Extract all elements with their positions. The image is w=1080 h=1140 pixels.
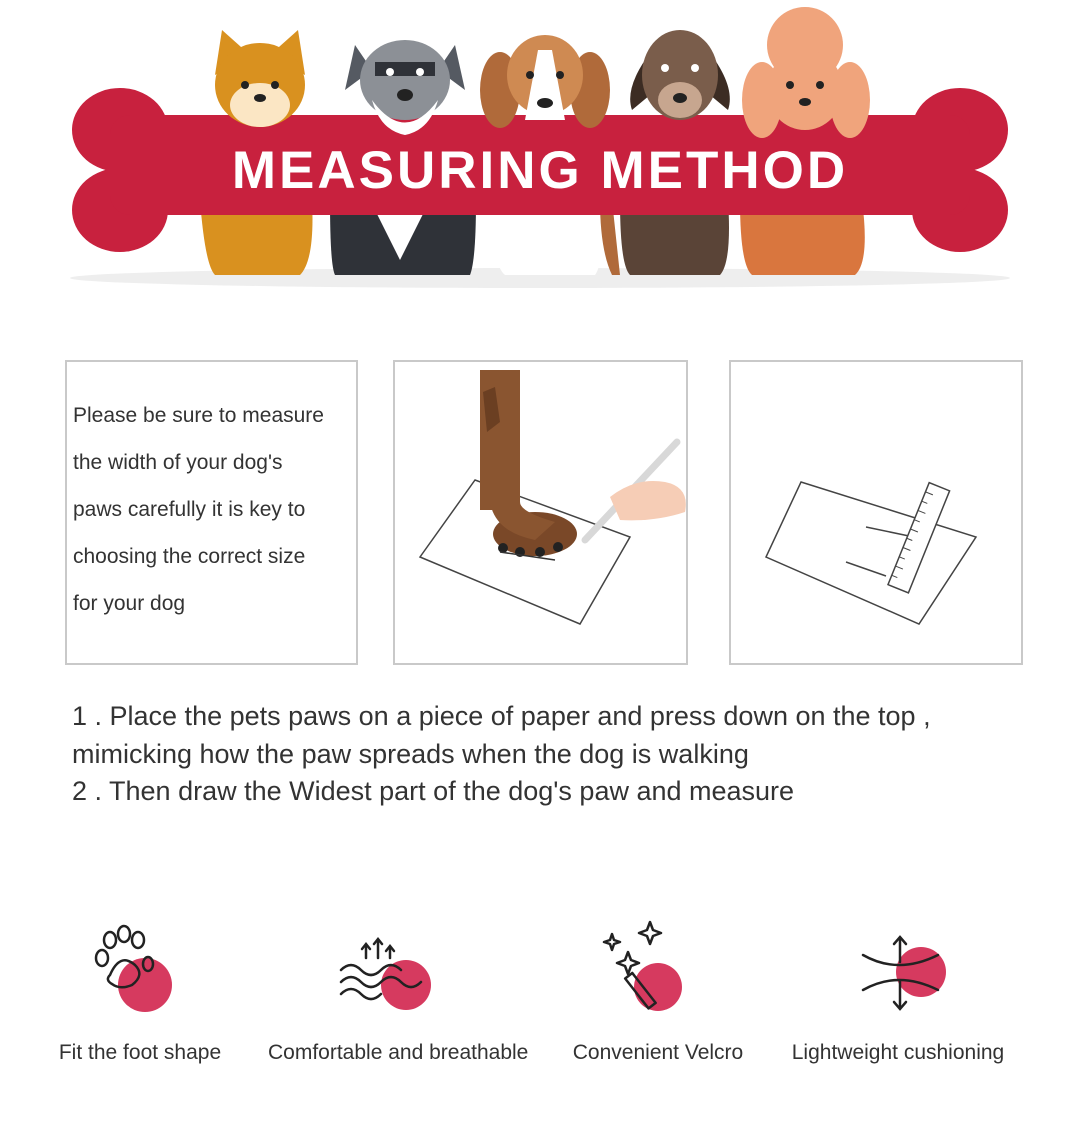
measuring-steps: [72, 698, 1032, 811]
measure-instructions-panel: [65, 360, 358, 665]
ruler-measure-panel: [729, 360, 1023, 665]
feature-fit-foot-shape: [20, 920, 260, 1080]
panel-line: paws carefully it is key to: [73, 498, 306, 521]
magic-wand-icon: [598, 920, 698, 1020]
panel-line: for your dog: [73, 592, 186, 615]
panel-line: the width of your dog's: [73, 451, 283, 474]
feature-label: Fit the foot shape: [58, 1041, 222, 1064]
paw-tracing-illustration: [395, 362, 686, 663]
step-line: 2 . Then draw the Widest part of the dog's paw and measure: [72, 776, 795, 806]
panel-line: choosing the correct size: [73, 545, 306, 568]
ruler-illustration: [731, 362, 1021, 663]
cushion-icon: [858, 920, 958, 1020]
step-line: 1 . Place the pets paws on a piece of paper and press down on the top ,: [72, 701, 931, 731]
airflow-icon: [336, 920, 436, 1020]
feature-velcro: [538, 920, 778, 1080]
measuring-method-banner: [0, 0, 1080, 310]
feature-cushioning: [778, 920, 1018, 1080]
panel-line: Please be sure to measure: [73, 404, 324, 427]
feature-breathable: [268, 920, 529, 1080]
feature-label: Convenient Velcro: [572, 1041, 744, 1064]
step-line: mimicking how the paw spreads when the dog is walking: [72, 738, 749, 769]
banner-title: MEASURING METHOD: [231, 141, 849, 200]
paw-tracing-panel: [393, 360, 688, 665]
feature-label: Lightweight cushioning: [791, 1041, 1005, 1064]
feature-label: Comfortable and breathable: [268, 1041, 529, 1064]
paw-icon: [90, 920, 180, 1020]
